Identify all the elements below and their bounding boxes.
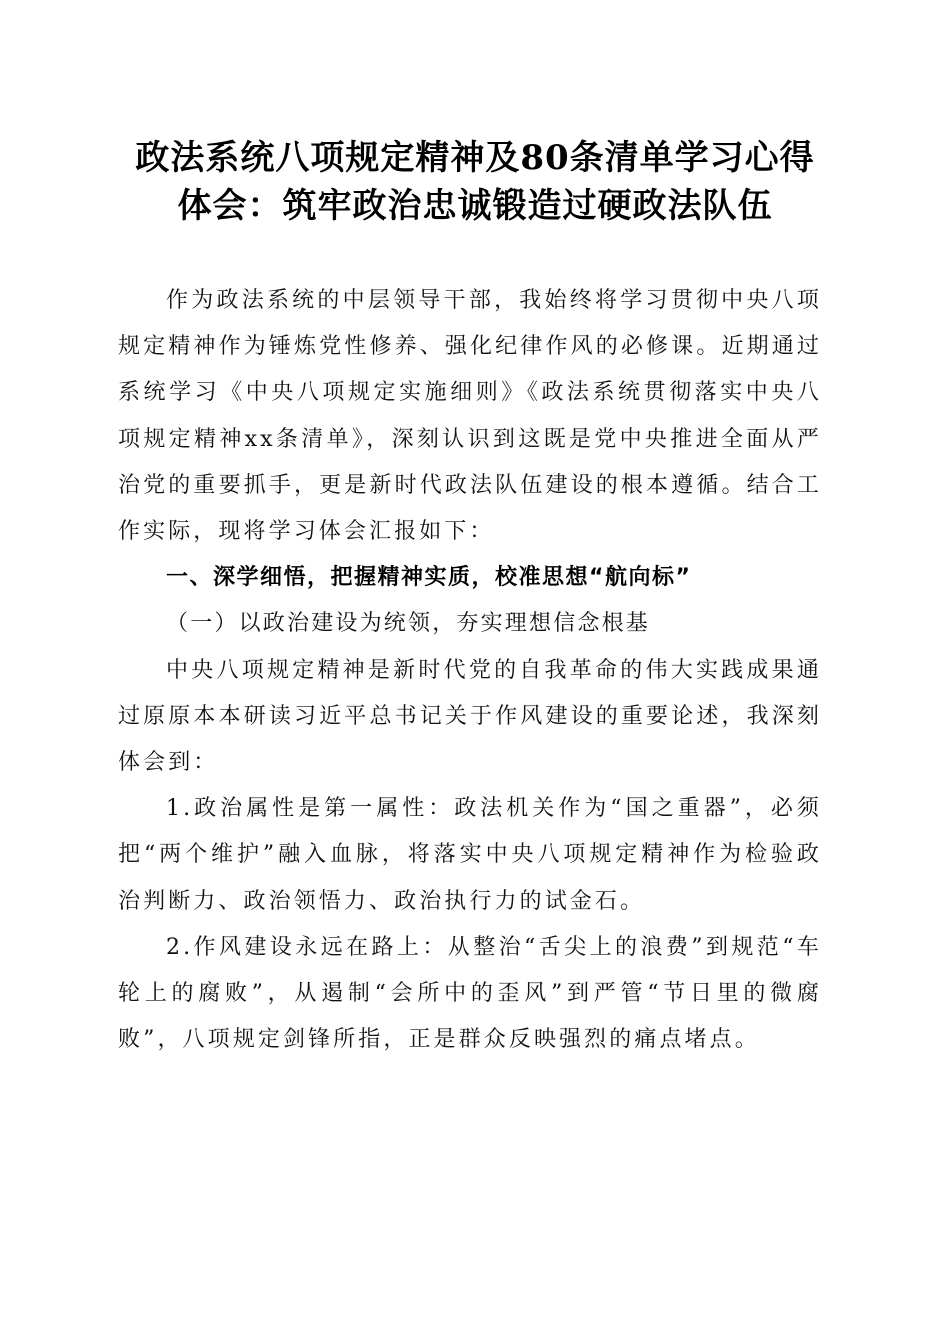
title-line-1: 政法系统八项规定精神及80条清单学习心得 (135, 138, 815, 178)
subsection-heading-1: （一）以政治建设为统领，夯实理想信念根基 (166, 611, 651, 637)
document-title (100, 134, 850, 230)
list-item-2: 2.作风建设永远在路上：从整治“舌尖上的浪费”到规范“车轮上的腐败”，从遏制“会所中的歪风”到严管“节日里的微腐败”，八项规定剑锋所指，正是群众反映强烈的痛点堵点。 (118, 934, 822, 1053)
body-paragraph-1: 中央八项规定精神是新时代党的自我革命的伟大实践成果通过原原本本研读习近平总书记关于作风建设的重要论述，我深刻体会到： (118, 657, 822, 776)
section-heading-1: 一、深学细悟，把握精神实质，校准思想“航向标” (166, 565, 692, 591)
list-item-1: 1.政治属性是第一属性：政法机关作为“国之重器”，必须把“两个维护”融入血脉，将落实中央八项规定精神作为检验政治判断力、政治领悟力、政治执行力的试金石。 (118, 796, 822, 914)
document-body (118, 278, 822, 1063)
title-line-2: 体会：筑牢政治忠诚锻造过硬政法队伍 (177, 186, 773, 226)
intro-paragraph: 作为政法系统的中层领导干部，我始终将学习贯彻中央八项规定精神作为锤炼党性修养、强化纪律作风的必修课。近期通过系统学习《中央八项规定实施细则》《政法系统贯彻落实中央八项规定精神xx条清单》，深刻认识到这既是党中央推进全面从严治党的重要抓手，更是新时代政法队伍建设的根本遵循。结合工作实际，现将学习体会汇报如下： (118, 288, 822, 545)
